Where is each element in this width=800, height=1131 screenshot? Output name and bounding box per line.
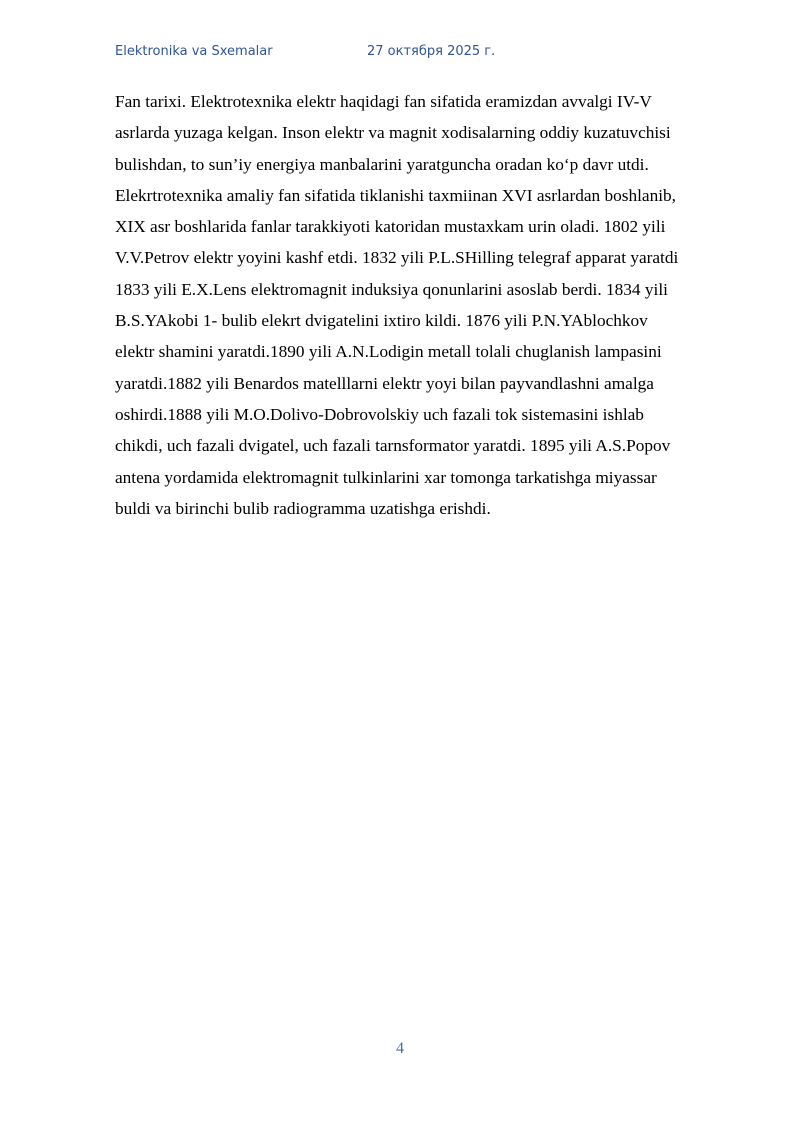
paragraph-line: buldi va birinchi bulib radiogramma uzatishga erishdi. <box>115 498 491 518</box>
paragraph-line: B.S.YAkobi 1- bulib elekrt dvigatelini ixtiro kildi. 1876 yili P.N.YAblochkov <box>115 311 648 331</box>
page-number: 4 <box>396 1040 404 1057</box>
header-date: 27 октября 2025 г. <box>367 44 496 59</box>
paragraph-line: elektr shamini yaratdi.1890 yili A.N.Lodigin metall tolali chuglanish lampasini <box>115 342 662 362</box>
header-title: Elektronika va Sxemalar <box>115 44 273 59</box>
body-paragraph <box>115 86 690 524</box>
paragraph-line: 1833 yili E.X.Lens elektromagnit induksiya qonunlarini asoslab berdi. 1834 yili <box>115 279 668 299</box>
paragraph-line: Elekrtrotexnika amaliy fan sifatida tiklanishi taxmiinan XVI asrlardan boshlanib, <box>115 185 676 205</box>
paragraph-line: XIX asr boshlarida fanlar tarakkiyoti katoridan mustaxkam urin oladi. 1802 yili <box>115 217 666 237</box>
paragraph-line: Fan tarixi. Elektrotexnika elektr haqidagi fan sifatida eramizdan avvalgi IV-V <box>115 92 652 111</box>
paragraph-line: oshirdi.1888 yili M.O.Dolivo-Dobrovolskiy uch fazali tok sistemasini ishlab <box>115 404 644 424</box>
paragraph-line: bulishdan, to sun’iy energiya manbalarini yaratguncha oradan ko‘p davr utdi. <box>115 154 649 174</box>
page-header <box>115 44 715 64</box>
paragraph-line: V.V.Petrov elektr yoyini kashf etdi. 1832 yili P.L.SHilling telegraf apparat yaratdi <box>115 248 679 268</box>
paragraph-line: antena yordamida elektromagnit tulkinlarini xar tomonga tarkatishga miyassar <box>115 467 657 487</box>
paragraph-line: chikdi, uch fazali dvigatel, uch fazali tarnsformator yaratdi. 1895 yili A.S.Popov <box>115 436 671 456</box>
paragraph-line: asrlarda yuzaga kelgan. Inson elektr va magnit xodisalarning oddiy kuzatuvchisi <box>115 123 671 143</box>
paragraph-line: yaratdi.1882 yili Benardos matelllarni elektr yoyi bilan payvandlashni amalga <box>115 373 654 393</box>
